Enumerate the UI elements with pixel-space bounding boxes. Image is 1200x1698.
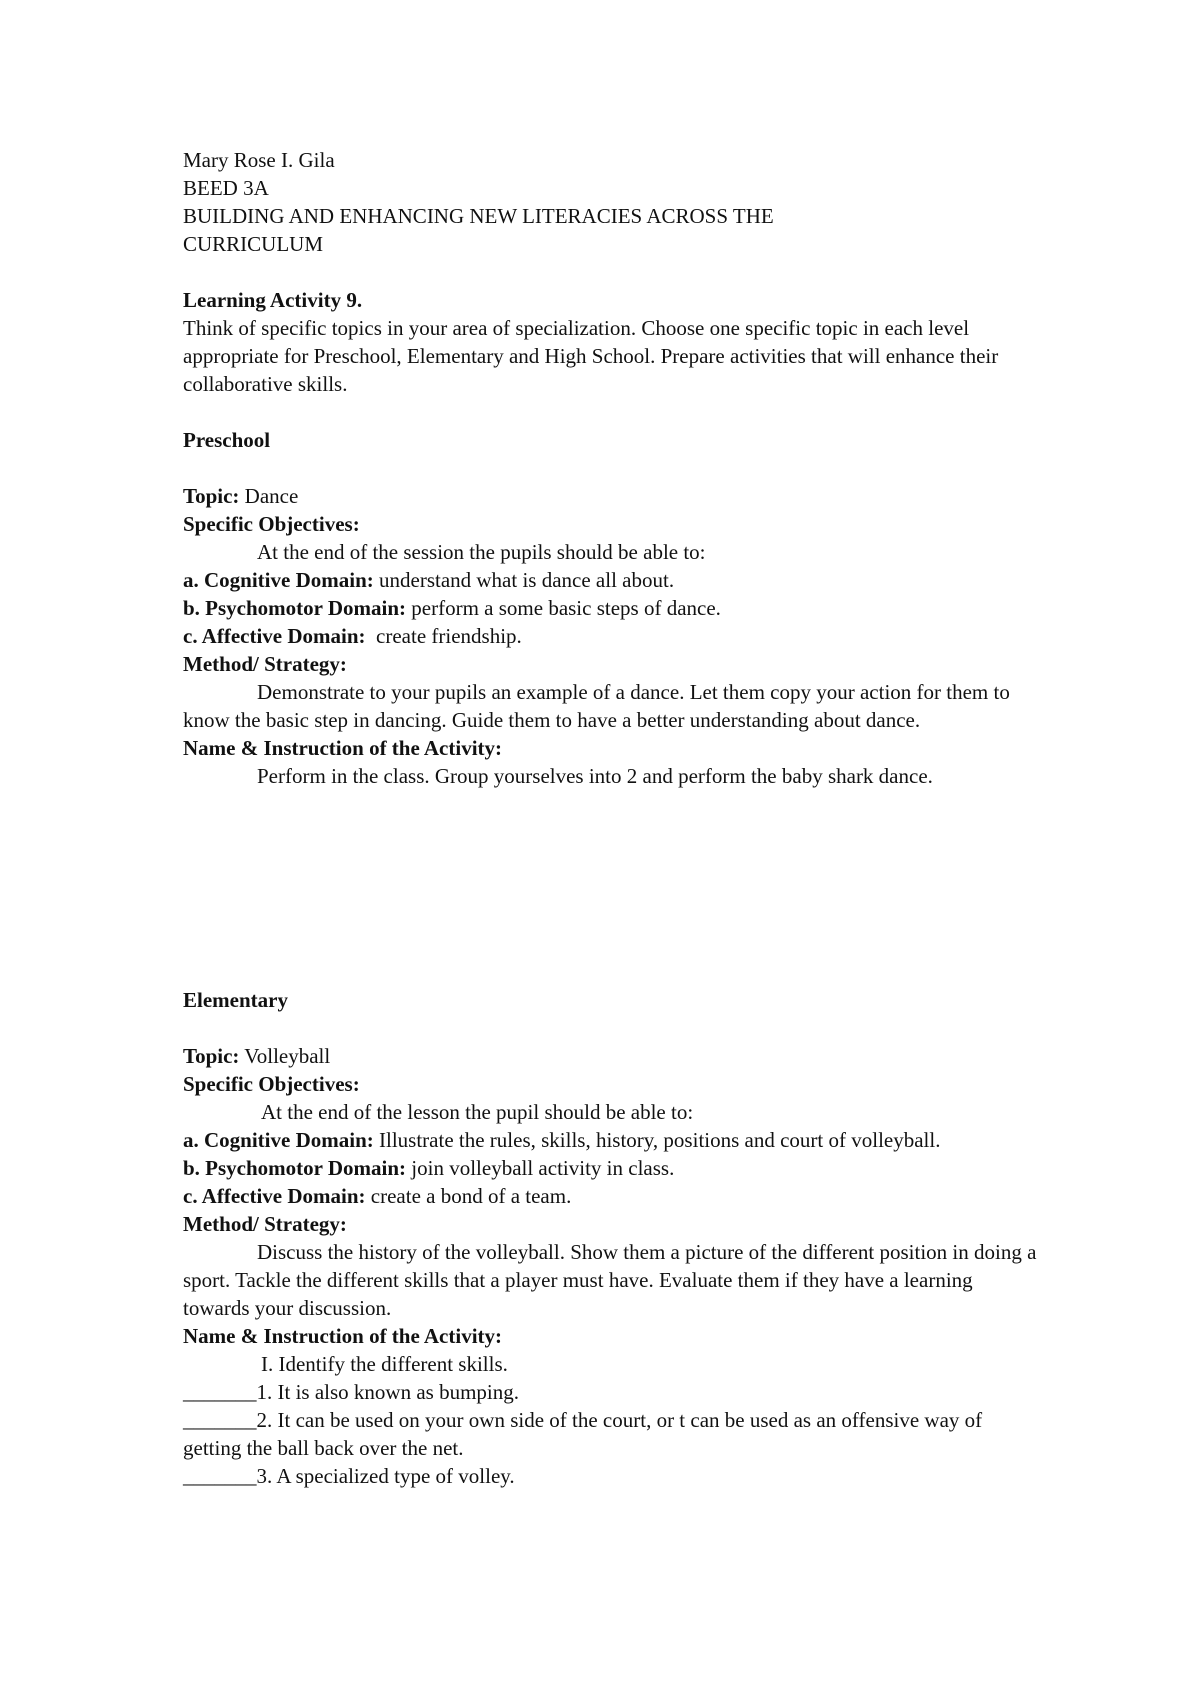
preschool-objectives-intro: At the end of the session the pupils should be able to: [257,540,706,564]
spacer [183,398,1043,426]
affective-value: create a bond of a team. [365,1184,572,1208]
elementary-topic [183,1042,1043,1070]
preschool-objectives-label: Specific Objectives: [183,512,360,536]
activity-instructions: Think of specific topics in your area of specialization. Choose one specific topic in each level appropriate for Preschool, Elementary and High School. Prepare activities that will enhance their collaborative skills. [183,316,999,396]
spacer [183,1014,1043,1042]
psychomotor-label: b. Psychomotor Domain: [183,596,407,620]
elementary-cognitive [183,1126,1043,1154]
preschool-affective [183,622,1043,650]
psychomotor-label: b. Psychomotor Domain: [183,1156,407,1180]
preschool-method-label: Method/ Strategy: [183,652,347,676]
cognitive-value: Illustrate the rules, skills, history, positions and court of volleyball. [373,1128,941,1152]
spacer [183,958,1043,986]
quiz-item-3: _______3. A specialized type of volley. [183,1464,515,1488]
page-gap [183,790,1043,930]
preschool-cognitive [183,566,1043,594]
elementary-heading: Elementary [183,988,288,1012]
affective-value: create friendship. [365,624,522,648]
elementary-objectives-label: Specific Objectives: [183,1072,360,1096]
student-section: BEED 3A [183,176,269,200]
affective-label: c. Affective Domain: [183,624,366,648]
cognitive-value: understand what is dance all about. [373,568,675,592]
topic-label: Topic: [183,484,240,508]
cognitive-label: a. Cognitive Domain: [183,568,374,592]
topic-value: Dance [239,484,299,508]
spacer [183,258,1043,286]
psychomotor-value: join volleyball activity in class. [406,1156,675,1180]
preschool-activity-label: Name & Instruction of the Activity: [183,736,503,760]
activity-title: Learning Activity 9. [183,288,363,312]
student-name: Mary Rose I. Gila [183,148,335,172]
affective-label: c. Affective Domain: [183,1184,366,1208]
preschool-activity-text: Perform in the class. Group yourselves into 2 and perform the baby shark dance. [257,764,933,788]
spacer [183,454,1043,482]
elementary-method-label: Method/ Strategy: [183,1212,347,1236]
cognitive-label: a. Cognitive Domain: [183,1128,374,1152]
elementary-affective [183,1182,1043,1210]
quiz-item-1: _______1. It is also known as bumping. [183,1380,519,1404]
preschool-psychomotor [183,594,1043,622]
topic-value: Volleyball [239,1044,331,1068]
course-title-line-1: BUILDING AND ENHANCING NEW LITERACIES ACROSS THE [183,204,774,228]
quiz-item-2: _______2. It can be used on your own side of the court, or t can be used as an offensive way of getting the ball back over the net. [183,1408,983,1460]
elementary-method-text: Discuss the history of the volleyball. Show them a picture of the different position in doing a sport. Tackle the different skills that a player must have. Evaluate them if they have a learning towards your discussion. [183,1240,1037,1320]
elementary-activity-intro: I. Identify the different skills. [261,1352,508,1376]
document-body [183,146,1043,1490]
psychomotor-value: perform a some basic steps of dance. [406,596,721,620]
preschool-heading: Preschool [183,428,271,452]
elementary-objectives-intro: At the end of the lesson the pupil should be able to: [261,1100,694,1124]
topic-label: Topic: [183,1044,240,1068]
preschool-topic [183,482,1043,510]
course-title-line-2: CURRICULUM [183,232,324,256]
elementary-activity-label: Name & Instruction of the Activity: [183,1324,503,1348]
spacer [183,930,1043,958]
elementary-psychomotor [183,1154,1043,1182]
preschool-method-text: Demonstrate to your pupils an example of a dance. Let them copy your action for them to know the basic step in dancing. Guide them to have a better understanding about dance. [183,680,1010,732]
